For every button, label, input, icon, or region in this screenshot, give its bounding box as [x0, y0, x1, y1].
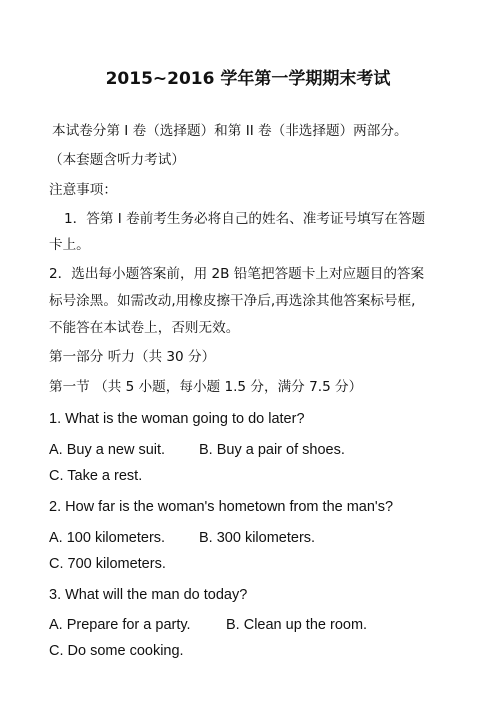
exam-title: 2015~2016 学年第一学期期末考试	[105, 69, 391, 89]
intro-line-2: （本套题含听力考试）	[49, 152, 185, 168]
question-1-option-a: A. Buy a new suit.	[49, 442, 166, 458]
note-item-1-line-1: 1．答第 I 卷前考生务必将自己的姓名、准考证号填写在答题	[64, 211, 426, 227]
question-3-option-c: C. Do some cooking.	[49, 643, 184, 659]
intro-line-1: 本试卷分第 I 卷（选择题）和第 II 卷（非选择题）两部分。	[52, 123, 408, 139]
question-3-stem: 3. What will the man do today?	[49, 587, 248, 603]
question-2-option-c: C. 700 kilometers.	[49, 556, 166, 572]
note-item-2-line-2: 标号涂黑。如需改动,用橡皮擦干净后,再选涂其他答案标号框,	[49, 293, 416, 309]
question-1-option-c: C. Take a rest.	[49, 468, 143, 484]
note-item-2-line-3: 不能答在本试卷上，否则无效。	[49, 320, 240, 336]
note-item-2-line-1: 2．选出每小题答案前，用 2B 铅笔把答题卡上对应题目的答案	[49, 266, 425, 282]
question-3-option-b: B. Clean up the room.	[226, 617, 368, 633]
question-2-stem: 2. How far is the woman's hometown from the man's?	[49, 499, 394, 515]
question-1-stem: 1. What is the woman going to do later?	[49, 411, 305, 427]
question-2-option-b: B. 300 kilometers.	[199, 530, 316, 546]
notes-heading: 注意事项：	[49, 182, 117, 198]
section1-heading: 第一节 （共 5 小题，每小题 1.5 分，满分 7.5 分）	[49, 379, 363, 395]
question-3-option-a: A. Prepare for a party.	[49, 617, 191, 633]
note-item-1-line-2: 卡上。	[49, 237, 90, 253]
question-2-option-a: A. 100 kilometers.	[49, 530, 166, 546]
part1-heading: 第一部分 听力（共 30 分）	[49, 349, 216, 365]
question-1-option-b: B. Buy a pair of shoes.	[199, 442, 345, 458]
